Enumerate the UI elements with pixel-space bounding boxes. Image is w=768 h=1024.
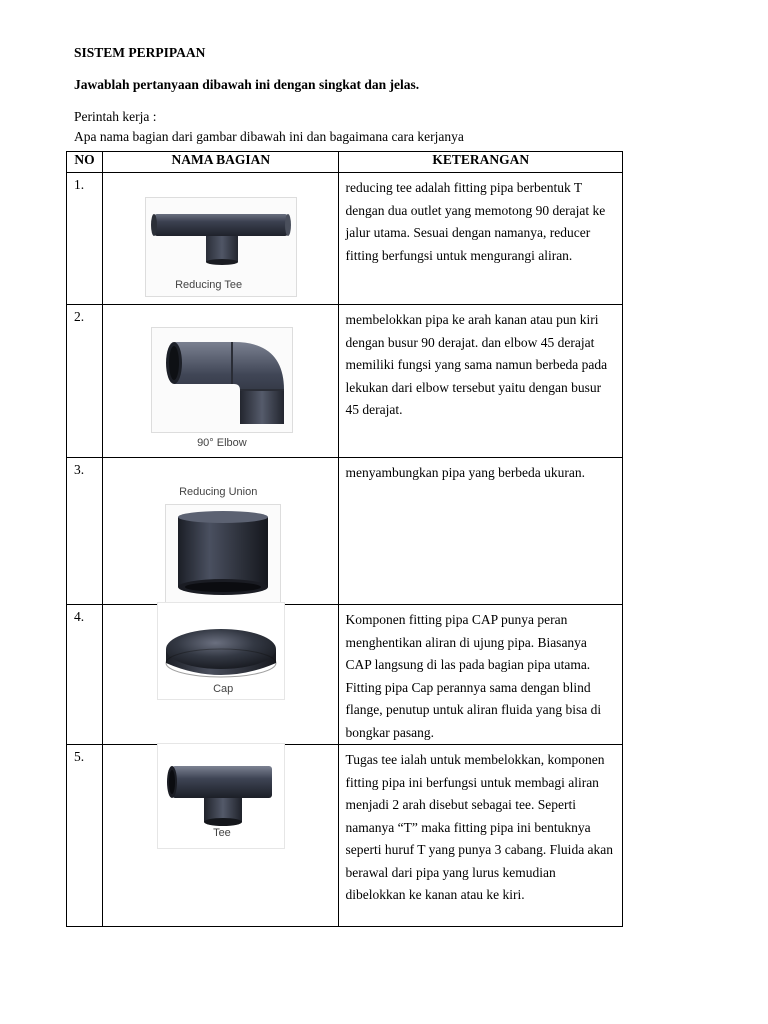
row-number: 4. [67, 605, 103, 745]
table-row [67, 458, 623, 605]
reducing-union-image [165, 504, 281, 605]
part-image-cell [103, 305, 339, 458]
part-image-cell [103, 458, 339, 605]
document-title: SISTEM PERPIPAAN [74, 45, 206, 60]
description-cell: reducing tee adalah fitting pipa berbentuk T dengan dua outlet yang memotong 90 derajat ke jalur utama. Sesuai dengan namanya, reducer fitting berfungsi untuk mengurangi aliran. [339, 173, 623, 305]
elbow-image [151, 327, 293, 433]
row-number: 5. [67, 745, 103, 927]
tee-label: Tee [213, 827, 231, 839]
instruction-text: Jawablah pertanyaan dibawah ini dengan singkat dan jelas. [74, 77, 420, 92]
description-cell: menyambungkan pipa yang berbeda ukuran. [339, 458, 623, 605]
elbow-label: 90° Elbow [197, 437, 247, 449]
part-image-cell [103, 605, 339, 745]
row-number: 2. [67, 305, 103, 458]
column-header-keterangan: KETERANGAN [339, 152, 623, 173]
part-image-cell [103, 173, 339, 305]
description-cell: membelokkan pipa ke arah kanan atau pun kiri dengan busur 90 derajat. dan elbow 45 derajat memiliki fungsi yang sama namun berbeda pada lekukan dari elbow tersebut yaitu dengan busur 45 derajat. [339, 305, 623, 458]
part-image-cell [103, 745, 339, 927]
reducing-union-label: Reducing Union [179, 486, 258, 498]
reducing-tee-label: Reducing Tee [175, 279, 243, 291]
row-number: 3. [67, 458, 103, 605]
table-row [67, 605, 623, 745]
column-header-no: NO [67, 152, 103, 173]
work-order-label: Perintah kerja : [74, 109, 157, 124]
description-cell: Komponen fitting pipa CAP punya peran menghentikan aliran di ujung pipa. Biasanya CAP langsung di las pada bagian pipa utama. Fitting pipa Cap perannya sama dengan blind flange, penutup untuk aliran fluida yang bisa di bongkar pasang. [339, 605, 623, 745]
table-header-row [67, 152, 623, 173]
fittings-table [66, 151, 623, 927]
column-header-nama-bagian: NAMA BAGIAN [103, 152, 339, 173]
cap-label: Cap [213, 683, 234, 695]
row-number: 1. [67, 173, 103, 305]
table-row [67, 305, 623, 458]
table-row [67, 745, 623, 927]
table-row [67, 173, 623, 305]
description-cell: Tugas tee ialah untuk membelokkan, komponen fitting pipa ini berfungsi untuk membagi aliran menjadi 2 arah disebut sebagai tee. Seperti namanya “T” maka fitting pipa ini bentuknya seperti huruf T yang punya 3 cabang. Fluida akan berawal dari pipa yang lurus kemudian dibelokkan ke kanan atau ke kiri. [339, 745, 623, 927]
question-text: Apa nama bagian dari gambar dibawah ini dan bagaimana cara kerjanya [74, 129, 464, 144]
